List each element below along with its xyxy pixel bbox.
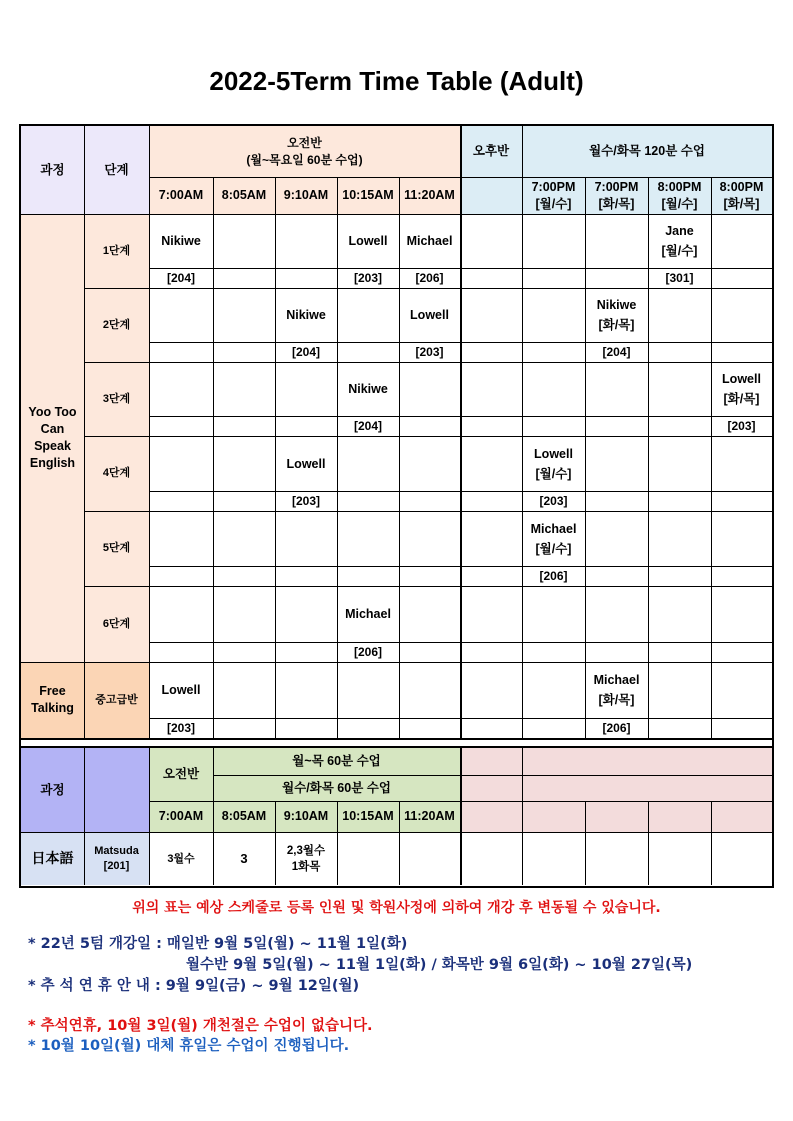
teacher-name: Nikiwe xyxy=(348,382,388,396)
grid-line xyxy=(21,214,772,215)
teacher-name: Lowell xyxy=(410,308,449,322)
header-afternoon: 오후반 xyxy=(460,126,522,177)
room-number: [301] xyxy=(665,270,694,285)
grid-line xyxy=(648,801,649,885)
grid-line xyxy=(460,801,772,802)
time-header-am2: 10:15AM xyxy=(342,809,394,823)
timetable xyxy=(19,124,774,888)
teacher-name: Michael xyxy=(406,234,453,248)
grid-line xyxy=(84,748,85,885)
header-course: 과정 xyxy=(21,126,84,214)
grid-line xyxy=(648,177,649,738)
grid-line xyxy=(84,288,772,289)
level-label: 5단계 xyxy=(84,511,149,586)
grid-line xyxy=(522,748,523,885)
grid-line xyxy=(585,801,586,885)
level-label: 1단계 xyxy=(84,214,149,288)
level-label: 4단계 xyxy=(84,436,149,511)
grid-line xyxy=(84,126,85,738)
afternoon-time-empty xyxy=(460,177,522,214)
class-held-notice: * 10월 10일(월) 대체 휴일은 수업이 진행됩니다. xyxy=(28,1038,350,1054)
room-number: [206] xyxy=(539,568,568,583)
room-number: [203] xyxy=(291,493,320,508)
teacher-name: Michael [월/수] xyxy=(530,521,577,556)
grid-line xyxy=(460,775,772,776)
grid-line xyxy=(399,801,400,885)
room-number: [203] xyxy=(727,418,756,433)
header2-morning: 오전반 xyxy=(149,748,213,801)
course-free-talking: Free Talking xyxy=(21,662,84,738)
time-header-am: 11:20AM xyxy=(404,188,455,202)
time-header-am: 10:15AM xyxy=(342,188,394,202)
grid-line xyxy=(84,511,772,512)
level-label: 2단계 xyxy=(84,288,149,362)
grid-line xyxy=(337,177,338,738)
grid-line xyxy=(585,177,586,738)
room-number: [204] xyxy=(602,344,631,359)
time-header-pm: 8:00PM [월/수] xyxy=(657,179,702,211)
room-number: [204] xyxy=(291,344,320,359)
header2-mw-tt: 월수/화목 60분 수업 xyxy=(213,775,460,801)
level-label: 6단계 xyxy=(84,586,149,662)
grid-line xyxy=(213,775,460,776)
japanese-slot: 3월수 xyxy=(167,852,195,865)
level-label: 중고급반 xyxy=(84,662,149,738)
teacher-name: Jane [월/수] xyxy=(661,224,698,258)
teacher-name: Michael xyxy=(345,607,391,621)
header-morning: 오전반 (월~목요일 60분 수업) xyxy=(149,126,460,177)
grid-line xyxy=(21,832,772,833)
grid-line xyxy=(522,126,523,738)
grid-line xyxy=(460,748,462,885)
term-start-line-1: * 22년 5텀 개강일 : 매일반 9월 5일(월) ~ 11월 1일(화) xyxy=(28,936,408,952)
teacher-name: Lowell xyxy=(348,234,388,248)
time-header-am: 7:00AM xyxy=(158,188,204,202)
table2-pink-area xyxy=(460,748,772,832)
teacher-matsuda: Matsuda [201] xyxy=(84,832,149,885)
grid-line xyxy=(149,801,460,802)
time-header-pm: 7:00PM [화/목] xyxy=(594,179,639,211)
header-level: 단계 xyxy=(84,126,149,214)
teacher-name: Lowell [월/수] xyxy=(534,446,573,481)
time-header-am2: 11:20AM xyxy=(404,809,455,823)
header-evening: 월수/화목 120분 수업 xyxy=(522,126,772,177)
time-header-am: 8:05AM xyxy=(221,188,267,202)
grid-line xyxy=(213,177,214,738)
room-number: [203] xyxy=(415,344,444,359)
time-header-pm: 8:00PM [화/목] xyxy=(719,179,764,211)
header2-blank xyxy=(84,748,149,832)
grid-line xyxy=(213,748,214,885)
grid-line xyxy=(21,662,84,663)
grid-line xyxy=(149,748,150,885)
grid-line xyxy=(275,177,276,738)
teacher-name: Michael [화/목] xyxy=(593,673,640,707)
room-number: [206] xyxy=(415,270,444,285)
grid-line xyxy=(337,801,338,885)
room-number: [204] xyxy=(166,270,195,285)
grid-line xyxy=(149,126,150,738)
room-number: [203] xyxy=(539,493,568,508)
schedule-warning: 위의 표는 예상 스케줄로 등록 인원 및 학원사정에 의하여 개강 후 변동될 수 있습니다. xyxy=(132,900,661,916)
grid-line xyxy=(84,586,772,587)
japanese-slot: 2,3월수 1화목 xyxy=(286,844,326,873)
time-header-am: 9:10AM xyxy=(283,188,329,202)
room-number: [204] xyxy=(353,418,382,433)
time-header-pm: 7:00PM [월/수] xyxy=(531,179,576,211)
header2-mon-thu: 월~목 60분 수업 xyxy=(213,748,460,775)
grid-line xyxy=(460,126,462,738)
teacher-name: Lowell [화/목] xyxy=(722,372,761,406)
grid-line xyxy=(711,177,712,738)
teacher-name: Nikiwe [화/목] xyxy=(596,298,637,332)
time-header-am2: 9:10AM xyxy=(283,809,329,823)
teacher-name: Lowell xyxy=(161,683,201,697)
teacher-name: Nikiwe xyxy=(161,234,201,248)
grid-line xyxy=(84,362,772,363)
grid-line xyxy=(84,436,772,437)
japanese-slot xyxy=(337,832,399,885)
grid-line xyxy=(84,662,772,663)
teacher-name: Lowell xyxy=(286,456,326,471)
teacher-name: Nikiwe xyxy=(286,308,326,322)
course-japanese: 日本語 xyxy=(21,832,84,885)
grid-line xyxy=(275,801,276,885)
level-label: 3단계 xyxy=(84,362,149,436)
time-header-am2: 7:00AM xyxy=(158,809,204,823)
grid-line xyxy=(711,801,712,885)
header2-course: 과정 xyxy=(21,748,84,832)
page-title: 2022-5Term Time Table (Adult) xyxy=(209,66,584,96)
no-class-notice: * 추석연휴, 10월 3일(월) 개천절은 수업이 없습니다. xyxy=(28,1018,373,1034)
holiday-notice: * 추 석 연 휴 안 내 : 9월 9일(금) ~ 9월 12일(월) xyxy=(28,978,360,994)
room-number: [203] xyxy=(166,720,195,735)
grid-line xyxy=(399,177,400,738)
room-number: [206] xyxy=(602,720,631,735)
term-start-line-2: 월수반 9월 5일(월) ~ 11월 1일(화) / 화목반 9월 6일(화) ~ 10월 27일(목) xyxy=(186,957,693,973)
japanese-slot xyxy=(399,832,460,885)
time-header-am2: 8:05AM xyxy=(221,809,267,823)
course-yoo-too: Yoo Too Can Speak English xyxy=(21,214,84,662)
room-number: [203] xyxy=(353,270,382,285)
japanese-slot: 3 xyxy=(240,850,248,866)
room-number: [206] xyxy=(353,644,382,659)
